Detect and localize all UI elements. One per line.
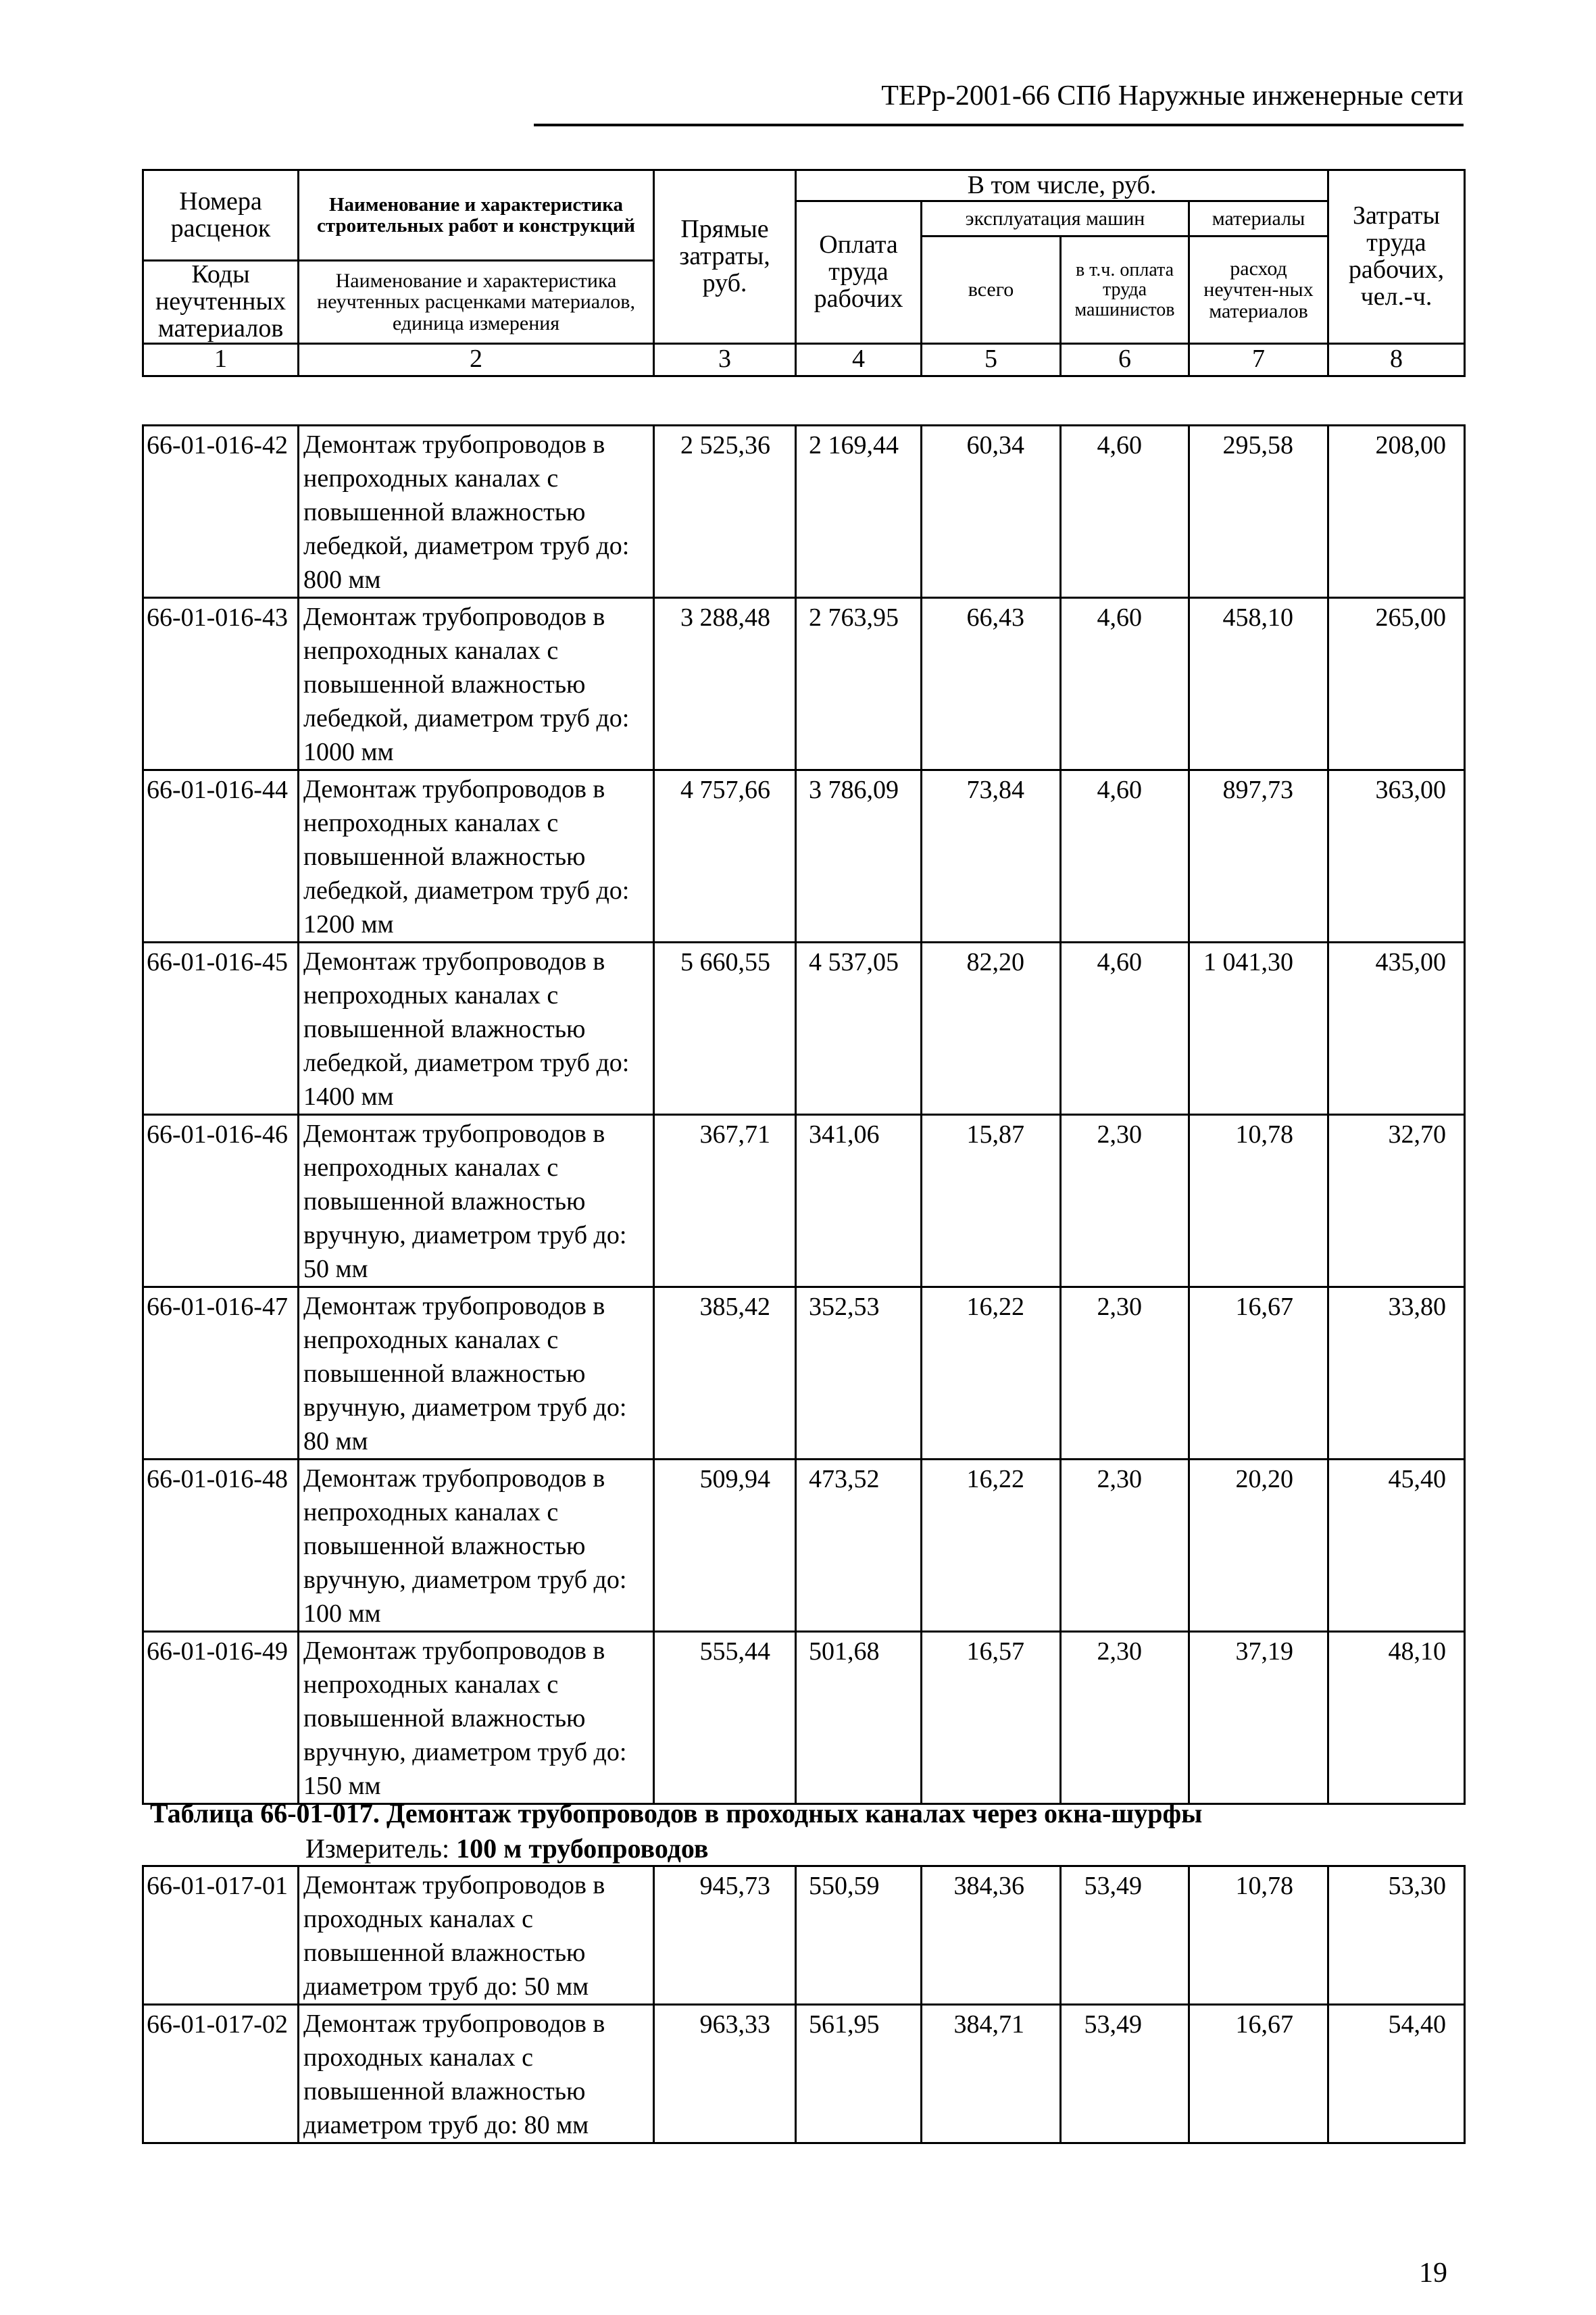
table-row (143, 1866, 1465, 2005)
column-number: 3 (654, 343, 796, 376)
machinist-wages: 2,30 (1061, 1287, 1189, 1460)
table-row (143, 1460, 1465, 1632)
direct-cost: 509,94 (654, 1460, 796, 1632)
labor-hours: 435,00 (1328, 943, 1465, 1115)
column-header-table (142, 169, 1466, 377)
rate-name: Демонтаж трубопроводов в непроходных каналах с повышенной влажностью вручную, диаметром труб до: 50 мм (299, 1115, 654, 1287)
machines-total: 73,84 (922, 770, 1061, 943)
unaccounted-materials: 295,58 (1189, 426, 1328, 598)
machines-total: 16,57 (922, 1632, 1061, 1804)
machines-total: 16,22 (922, 1460, 1061, 1632)
labor-hours: 265,00 (1328, 598, 1465, 770)
unaccounted-materials: 458,10 (1189, 598, 1328, 770)
machinist-wages: 53,49 (1061, 1866, 1189, 2005)
header-c8: Затраты труда рабочих, чел.-ч. (1328, 170, 1465, 344)
measure-line (305, 1833, 709, 1864)
column-number: 5 (922, 343, 1061, 376)
table-row (143, 1632, 1465, 1804)
page-number: 19 (1419, 2258, 1447, 2289)
unaccounted-materials: 10,78 (1189, 1866, 1328, 2005)
direct-cost: 5 660,55 (654, 943, 796, 1115)
table-row (143, 1115, 1465, 1287)
rate-code: 66-01-017-01 (143, 1866, 299, 2005)
header-machines: эксплуатация машин (922, 201, 1189, 237)
worker-wages: 2 169,44 (796, 426, 922, 598)
header-c3: Прямые затраты, руб. (654, 170, 796, 344)
header-c1-top: Номера расценок (143, 170, 299, 261)
unaccounted-materials: 16,67 (1189, 2005, 1328, 2143)
unaccounted-materials: 897,73 (1189, 770, 1328, 943)
unaccounted-materials: 16,67 (1189, 1287, 1328, 1460)
table-caption: Таблица 66-01-017. Демонтаж трубопроводов в проходных каналах через окна-шурфы (150, 1798, 1203, 1828)
machinist-wages: 2,30 (1061, 1460, 1189, 1632)
rates-table-017 (142, 1865, 1466, 2144)
column-number: 7 (1189, 343, 1328, 376)
document-header-title: ТЕРр-2001-66 СПб Наружные инженерные сети (881, 80, 1464, 111)
rate-name: Демонтаж трубопроводов в непроходных каналах с повышенной влажностью лебедкой, диаметром труб до: 1200 мм (299, 770, 654, 943)
worker-wages: 352,53 (796, 1287, 922, 1460)
rate-name: Демонтаж трубопроводов в непроходных каналах с повышенной влажностью вручную, диаметром труб до: 80 мм (299, 1287, 654, 1460)
worker-wages: 561,95 (796, 2005, 922, 2143)
direct-cost: 4 757,66 (654, 770, 796, 943)
column-number: 2 (299, 343, 654, 376)
column-number: 4 (796, 343, 922, 376)
labor-hours: 32,70 (1328, 1115, 1465, 1287)
header-c6: в т.ч. оплата труда машинистов (1061, 237, 1189, 344)
rate-code: 66-01-016-42 (143, 426, 299, 598)
direct-cost: 963,33 (654, 2005, 796, 2143)
rates-table-016 (142, 424, 1466, 1805)
worker-wages: 3 786,09 (796, 770, 922, 943)
machinist-wages: 2,30 (1061, 1115, 1189, 1287)
table-row (143, 2005, 1465, 2143)
rate-name: Демонтаж трубопроводов в непроходных каналах с повышенной влажностью лебедкой, диаметром труб до: 800 мм (299, 426, 654, 598)
labor-hours: 45,40 (1328, 1460, 1465, 1632)
direct-cost: 945,73 (654, 1866, 796, 2005)
header-number-row (143, 343, 1465, 376)
machinist-wages: 4,60 (1061, 943, 1189, 1115)
rate-code: 66-01-017-02 (143, 2005, 299, 2143)
header-c5: всего (922, 237, 1061, 344)
table-row (143, 943, 1465, 1115)
rate-name: Демонтаж трубопроводов в непроходных каналах с повышенной влажностью вручную, диаметром труб до: 100 мм (299, 1460, 654, 1632)
header-c1-bottom: Коды неучтенных материалов (143, 261, 299, 344)
rate-name: Демонтаж трубопроводов в непроходных каналах с повышенной влажностью лебедкой, диаметром труб до: 1400 мм (299, 943, 654, 1115)
rate-code: 66-01-016-47 (143, 1287, 299, 1460)
measure-value: 100 м трубопроводов (456, 1833, 709, 1864)
table-row (143, 426, 1465, 598)
unaccounted-materials: 10,78 (1189, 1115, 1328, 1287)
unaccounted-materials: 37,19 (1189, 1632, 1328, 1804)
column-number: 6 (1061, 343, 1189, 376)
worker-wages: 341,06 (796, 1115, 922, 1287)
rate-code: 66-01-016-43 (143, 598, 299, 770)
table-row (143, 770, 1465, 943)
labor-hours: 33,80 (1328, 1287, 1465, 1460)
column-number: 8 (1328, 343, 1465, 376)
rate-code: 66-01-016-46 (143, 1115, 299, 1287)
worker-wages: 2 763,95 (796, 598, 922, 770)
direct-cost: 3 288,48 (654, 598, 796, 770)
header-materials: материалы (1189, 201, 1328, 237)
machinist-wages: 53,49 (1061, 2005, 1189, 2143)
labor-hours: 48,10 (1328, 1632, 1465, 1804)
machinist-wages: 4,60 (1061, 426, 1189, 598)
header-c7: расход неучтен-ных материалов (1189, 237, 1328, 344)
machinist-wages: 2,30 (1061, 1632, 1189, 1804)
worker-wages: 4 537,05 (796, 943, 922, 1115)
machines-total: 82,20 (922, 943, 1061, 1115)
measure-label: Измеритель: (305, 1833, 450, 1864)
machines-total: 66,43 (922, 598, 1061, 770)
table-row (143, 1287, 1465, 1460)
labor-hours: 208,00 (1328, 426, 1465, 598)
direct-cost: 367,71 (654, 1115, 796, 1287)
header-rule (534, 124, 1464, 126)
rate-name: Демонтаж трубопроводов в проходных каналах с повышенной влажностью диаметром труб до: 50 мм (299, 1866, 654, 2005)
rate-code: 66-01-016-49 (143, 1632, 299, 1804)
column-number: 1 (143, 343, 299, 376)
machines-total: 16,22 (922, 1287, 1061, 1460)
machines-total: 384,71 (922, 2005, 1061, 2143)
machines-total: 15,87 (922, 1115, 1061, 1287)
rate-code: 66-01-016-44 (143, 770, 299, 943)
header-c2-top: Наименование и характеристика строительных работ и конструкций (299, 170, 654, 261)
table-row (143, 598, 1465, 770)
unaccounted-materials: 1 041,30 (1189, 943, 1328, 1115)
direct-cost: 2 525,36 (654, 426, 796, 598)
worker-wages: 473,52 (796, 1460, 922, 1632)
labor-hours: 54,40 (1328, 2005, 1465, 2143)
worker-wages: 501,68 (796, 1632, 922, 1804)
header-c4: Оплата труда рабочих (796, 201, 922, 344)
labor-hours: 53,30 (1328, 1866, 1465, 2005)
rate-name: Демонтаж трубопроводов в проходных каналах с повышенной влажностью диаметром труб до: 80 мм (299, 2005, 654, 2143)
direct-cost: 385,42 (654, 1287, 796, 1460)
unaccounted-materials: 20,20 (1189, 1460, 1328, 1632)
labor-hours: 363,00 (1328, 770, 1465, 943)
machines-total: 60,34 (922, 426, 1061, 598)
header-c2-bottom: Наименование и характеристика неучтенных расценками материалов, единица измерения (299, 261, 654, 344)
rate-code: 66-01-016-45 (143, 943, 299, 1115)
machinist-wages: 4,60 (1061, 770, 1189, 943)
worker-wages: 550,59 (796, 1866, 922, 2005)
direct-cost: 555,44 (654, 1632, 796, 1804)
rate-code: 66-01-016-48 (143, 1460, 299, 1632)
machinist-wages: 4,60 (1061, 598, 1189, 770)
rate-name: Демонтаж трубопроводов в непроходных каналах с повышенной влажностью лебедкой, диаметром труб до: 1000 мм (299, 598, 654, 770)
machines-total: 384,36 (922, 1866, 1061, 2005)
rate-name: Демонтаж трубопроводов в непроходных каналах с повышенной влажностью вручную, диаметром труб до: 150 мм (299, 1632, 654, 1804)
header-group-including: В том числе, руб. (796, 170, 1328, 201)
